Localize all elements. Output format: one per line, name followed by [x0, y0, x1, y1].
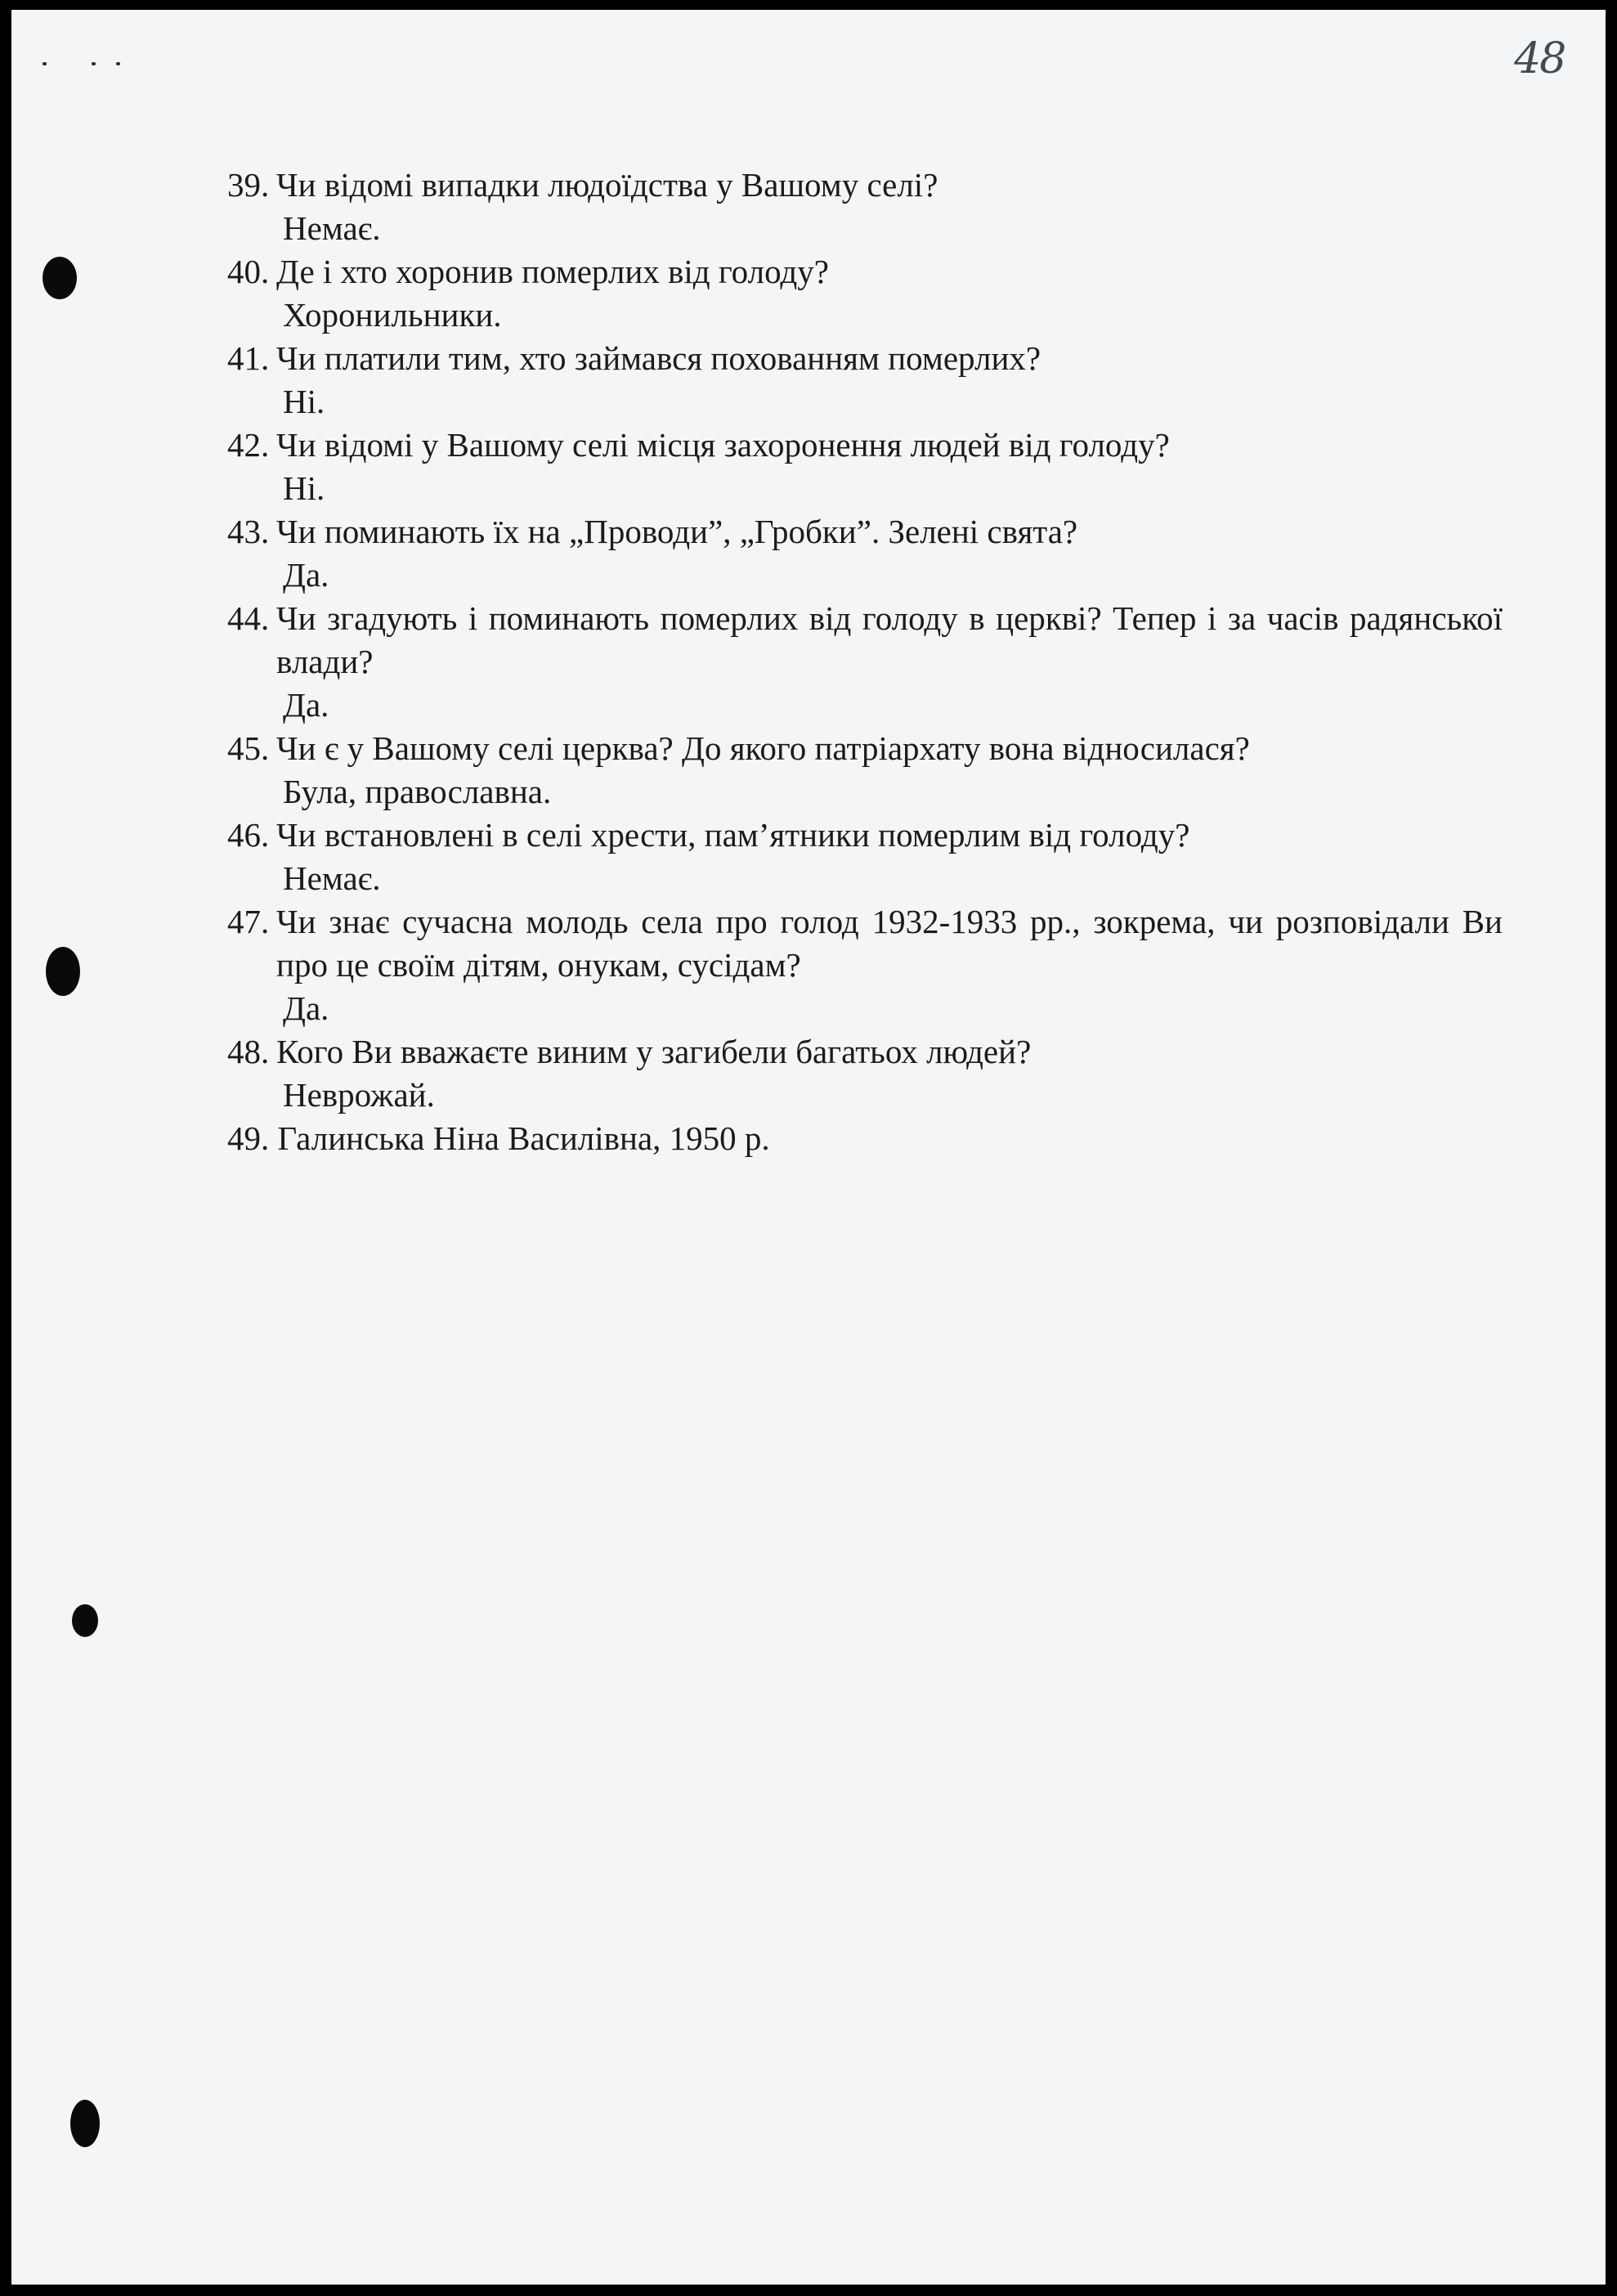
question-number: 46.: [227, 816, 270, 854]
answer-text: Була, православна.: [283, 773, 552, 810]
punch-hole-3: [72, 1604, 98, 1637]
punch-hole-1: [43, 257, 77, 299]
question-text: Чи поминають їх на „Проводи”, „Гробки”. Зелені свята?: [276, 513, 1078, 550]
question-text: Де і хто хоронив померлих від голоду?: [276, 253, 829, 290]
answer-text: Ні.: [283, 469, 325, 507]
question-text: Чи відомі у Вашому селі місця захоронення людей від голоду?: [276, 426, 1170, 464]
answer-text: Ні.: [283, 383, 325, 420]
document-page: [11, 10, 1606, 2285]
answer-text: Да.: [283, 556, 329, 594]
question-text: Чи відомі випадки людоїдства у Вашому селі?: [276, 166, 938, 204]
punch-hole-4: [70, 2100, 100, 2147]
questionnaire-content: [227, 164, 1503, 1160]
question-number: 48.: [227, 1033, 270, 1070]
page-number: 48: [1514, 34, 1565, 83]
question-number: 40.: [227, 253, 270, 290]
question-item-46: [227, 814, 1503, 900]
answer-text: Да.: [283, 989, 329, 1027]
question-number: 41.: [227, 339, 270, 377]
question-item-47: [227, 900, 1503, 1030]
question-text: Чи є у Вашому селі церква? До якого патріархату вона відносилася?: [276, 729, 1250, 767]
question-text: Чи встановлені в селі хрести, пам’ятники померлим від голоду?: [276, 816, 1190, 854]
question-item-48: [227, 1030, 1503, 1117]
question-text: Чи платили тим, хто займався похованням померлих?: [276, 339, 1041, 377]
respondent-line: 49. Галинська Ніна Василівна, 1950 р.: [227, 1119, 770, 1157]
answer-text: Немає.: [283, 859, 381, 897]
question-item-39: [227, 164, 1503, 250]
answer-text: Да.: [283, 686, 329, 724]
question-item-43: [227, 510, 1503, 597]
corner-marks: [43, 43, 141, 67]
question-number: 45.: [227, 729, 270, 767]
question-text: Чи знає сучасна молодь села про голод 1932-1933 рр., зокрема, чи розповідали Ви про це своїм дітям, онукам, сусідам?: [276, 903, 1503, 984]
question-number: 42.: [227, 426, 270, 464]
question-item-40: [227, 250, 1503, 337]
question-text: Чи згадують і поминають померлих від голоду в церкві? Тепер і за часів радянської влади?: [276, 599, 1503, 680]
punch-hole-2: [46, 947, 80, 996]
question-item-41: [227, 337, 1503, 424]
question-number: 39.: [227, 166, 270, 204]
answer-text: Немає.: [283, 209, 381, 247]
question-number: 47.: [227, 903, 270, 940]
question-number: 44.: [227, 599, 270, 637]
question-number: 43.: [227, 513, 270, 550]
question-item-44: [227, 597, 1503, 727]
question-item-45: [227, 727, 1503, 814]
question-text: Кого Ви вважаєте виним у загибели багатьох людей?: [276, 1033, 1032, 1070]
answer-text: Хоронильники.: [283, 296, 502, 334]
answer-text: Неврожай.: [283, 1076, 435, 1114]
question-item-42: [227, 424, 1503, 510]
